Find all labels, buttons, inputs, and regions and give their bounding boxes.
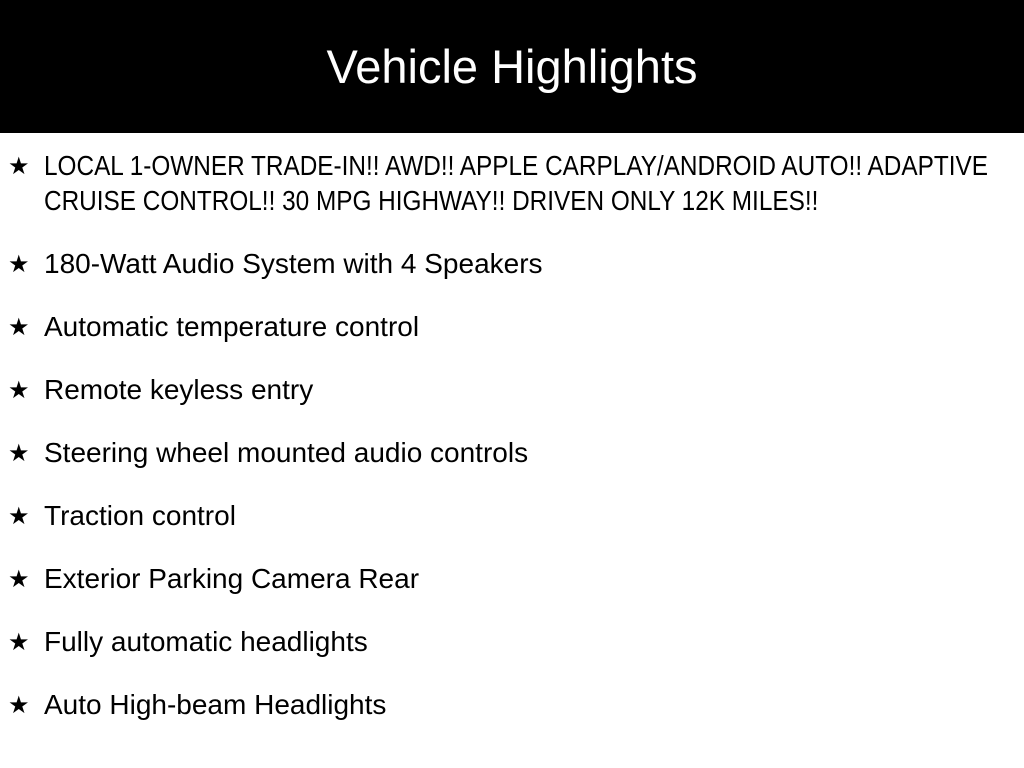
list-item [8, 246, 996, 281]
page-title: Vehicle Highlights [326, 40, 698, 93]
star-bullet-icon: ★ [8, 503, 30, 530]
list-item [8, 498, 996, 533]
star-bullet-icon: ★ [8, 440, 30, 467]
list-item [8, 624, 996, 659]
list-item-text: LOCAL 1-OWNER TRADE-IN!! AWD!! APPLE CARPLAY/ANDROID AUTO!! ADAPTIVE CRUISE CONTROL!! 30 MPG HIGHWAY!! DRIVEN ONLY 12K MILES!! [44, 150, 988, 216]
list-item [8, 687, 996, 722]
highlights-list [8, 148, 996, 722]
list-item-text: Fully automatic headlights [44, 626, 368, 657]
list-item [8, 372, 996, 407]
list-item-text: Automatic temperature control [44, 311, 420, 342]
slide-header [0, 0, 1024, 133]
star-bullet-icon: ★ [8, 153, 30, 180]
star-bullet-icon: ★ [8, 377, 30, 404]
star-bullet-icon: ★ [8, 629, 30, 656]
list-item-text: Auto High-beam Headlights [44, 689, 387, 720]
list-item [8, 309, 996, 344]
list-item-text: Steering wheel mounted audio controls [44, 437, 529, 468]
list-item-text: Remote keyless entry [44, 374, 314, 405]
star-bullet-icon: ★ [8, 566, 30, 593]
list-item-text: Exterior Parking Camera Rear [44, 563, 420, 594]
list-item-text: 180-Watt Audio System with 4 Speakers [44, 248, 543, 279]
star-bullet-icon: ★ [8, 251, 30, 278]
highlights-section [0, 133, 1024, 722]
list-item [8, 148, 996, 218]
star-bullet-icon: ★ [8, 314, 30, 341]
list-item [8, 435, 996, 470]
list-item-text: Traction control [44, 500, 236, 531]
star-bullet-icon: ★ [8, 692, 30, 719]
list-item [8, 561, 996, 596]
